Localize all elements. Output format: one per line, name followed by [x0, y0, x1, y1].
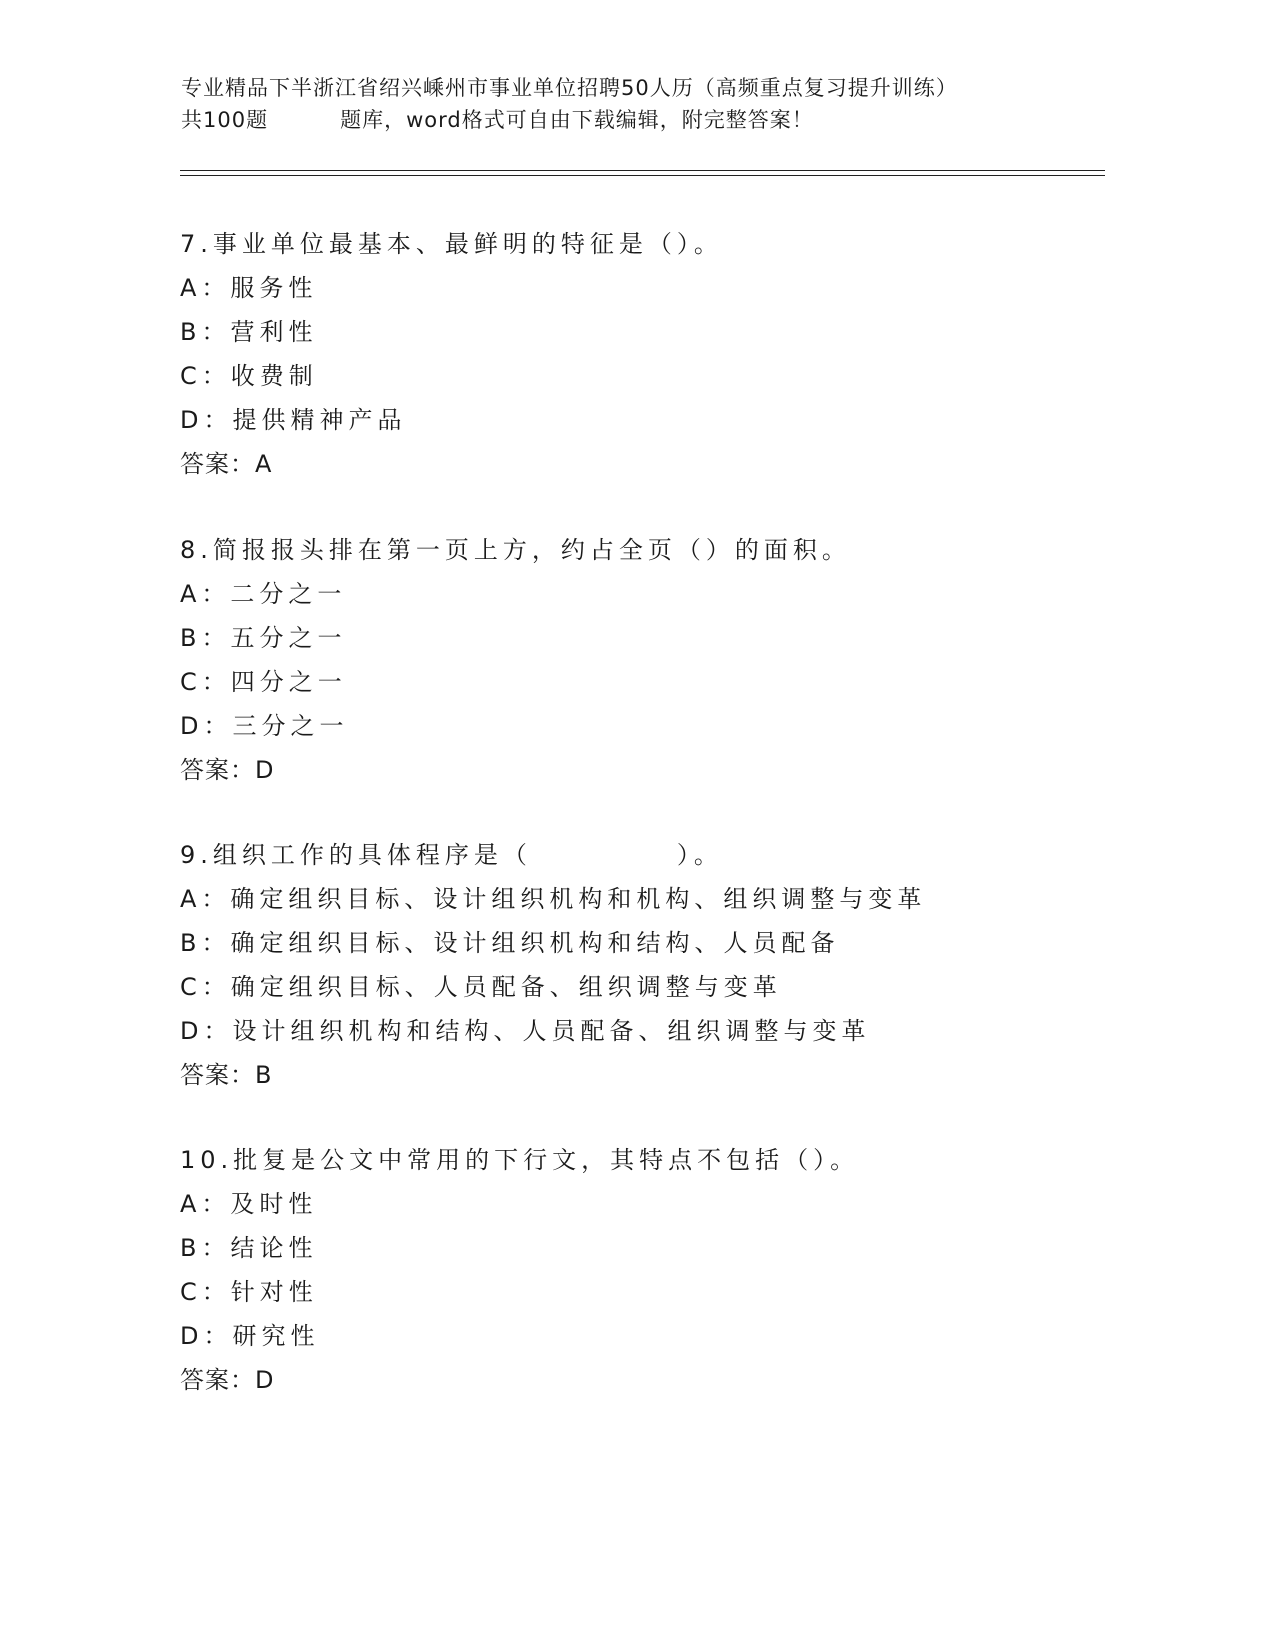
header-divider-bottom [180, 175, 1105, 176]
option-d: D：提供精神产品 [180, 406, 407, 434]
option-c: C：收费制 [180, 362, 318, 390]
option-d: D：研究性 [180, 1322, 320, 1350]
answer-line: 答案：D [180, 1366, 275, 1394]
answer-line: 答案：D [180, 756, 275, 784]
question-block [180, 833, 1120, 1097]
option-d: D：三分之一 [180, 712, 349, 740]
header-subtitle-line [181, 104, 1101, 136]
option-a: A：二分之一 [180, 580, 347, 608]
question-stem: 8.简报报头排在第一页上方，约占全页（）的面积。 [180, 536, 851, 564]
question-block [180, 222, 1120, 486]
document-header [181, 72, 1101, 136]
option-d: D：设计组织机构和结构、人员配备、组织调整与变革 [180, 1017, 871, 1045]
answer-line: 答案：A [180, 450, 273, 478]
option-a: A：确定组织目标、设计组织机构和机构、组织调整与变革 [180, 885, 927, 913]
option-c: C：针对性 [180, 1278, 318, 1306]
option-a: A：及时性 [180, 1190, 318, 1218]
option-b: B：营利性 [180, 318, 318, 346]
header-description: 题库，word格式可自由下载编辑，附完整答案！ [340, 108, 814, 132]
option-b: B：结论性 [180, 1234, 318, 1262]
option-b: B：确定组织目标、设计组织机构和结构、人员配备 [180, 929, 840, 957]
answer-line: 答案：B [180, 1061, 273, 1089]
header-question-count: 共100题 [181, 108, 269, 132]
option-b: B：五分之一 [180, 624, 347, 652]
question-stem: 9.组织工作的具体程序是（ ）。 [180, 841, 723, 869]
question-block [180, 1138, 1120, 1402]
option-c: C：四分之一 [180, 668, 347, 696]
question-stem: 7.事业单位最基本、最鲜明的特征是（）。 [180, 230, 723, 258]
question-stem: 10.批复是公文中常用的下行文，其特点不包括（）。 [180, 1146, 860, 1174]
header-divider-top [180, 170, 1105, 171]
question-block [180, 528, 1120, 792]
option-a: A：服务性 [180, 274, 318, 302]
option-c: C：确定组织目标、人员配备、组织调整与变革 [180, 973, 782, 1001]
header-title-line: 专业精品下半浙江省绍兴嵊州市事业单位招聘50人历（高频重点复习提升训练） [181, 76, 958, 100]
